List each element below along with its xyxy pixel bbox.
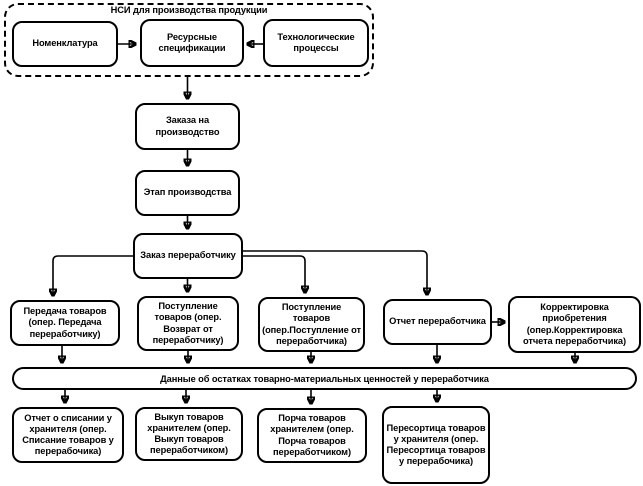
connector-processor-order-to-receipt-from	[243, 256, 305, 292]
node-goods-regrading: Пересортица товаров у хранителя (опер. Пересортица товаров у перерабочика)	[382, 406, 490, 484]
node-transfer-goods: Передача товаров (опер. Передача переработчику)	[10, 300, 120, 346]
connector-processor-order-to-transfer	[53, 256, 133, 295]
node-processor-report: Отчет переработчика	[383, 299, 492, 345]
node-processor-order: Заказ переработчику	[133, 233, 243, 279]
node-receipt-return: Поступление товаров (опер. Возврат от переработчику)	[137, 296, 239, 351]
node-acquisition-adjustment: Корректировка приобретения (опер.Корректировка отчета переработчика)	[508, 296, 641, 353]
node-goods-buyback: Выкуп товаров хранителем (опер. Выкуп товаров переработчиком)	[135, 407, 243, 461]
nsi-group-title: НСИ для производства продукции	[110, 5, 268, 15]
node-tech-processes: Технологические процессы	[263, 19, 369, 67]
node-receipt-from-processor: Поступление товаров (опер.Поступление от переработчика)	[258, 297, 365, 352]
node-nomenclature: Номенклатура	[12, 21, 118, 67]
connector-processor-order-to-report	[243, 251, 427, 294]
node-production-stage: Этап производства	[135, 170, 240, 216]
node-goods-spoilage: Порча товаров хранителем (опер. Порча товаров переработчиком)	[257, 408, 367, 463]
node-writeoff-report: Отчет о списании у хранителя (опер. Списание товаров у перерабочика)	[12, 407, 124, 463]
balance-bar: Данные об остатках товарно-материальных ценностей у переработчика	[12, 367, 637, 390]
node-resource-specs: Ресурсные спецификации	[140, 19, 244, 67]
node-production-order: Заказа на производство	[135, 103, 240, 150]
